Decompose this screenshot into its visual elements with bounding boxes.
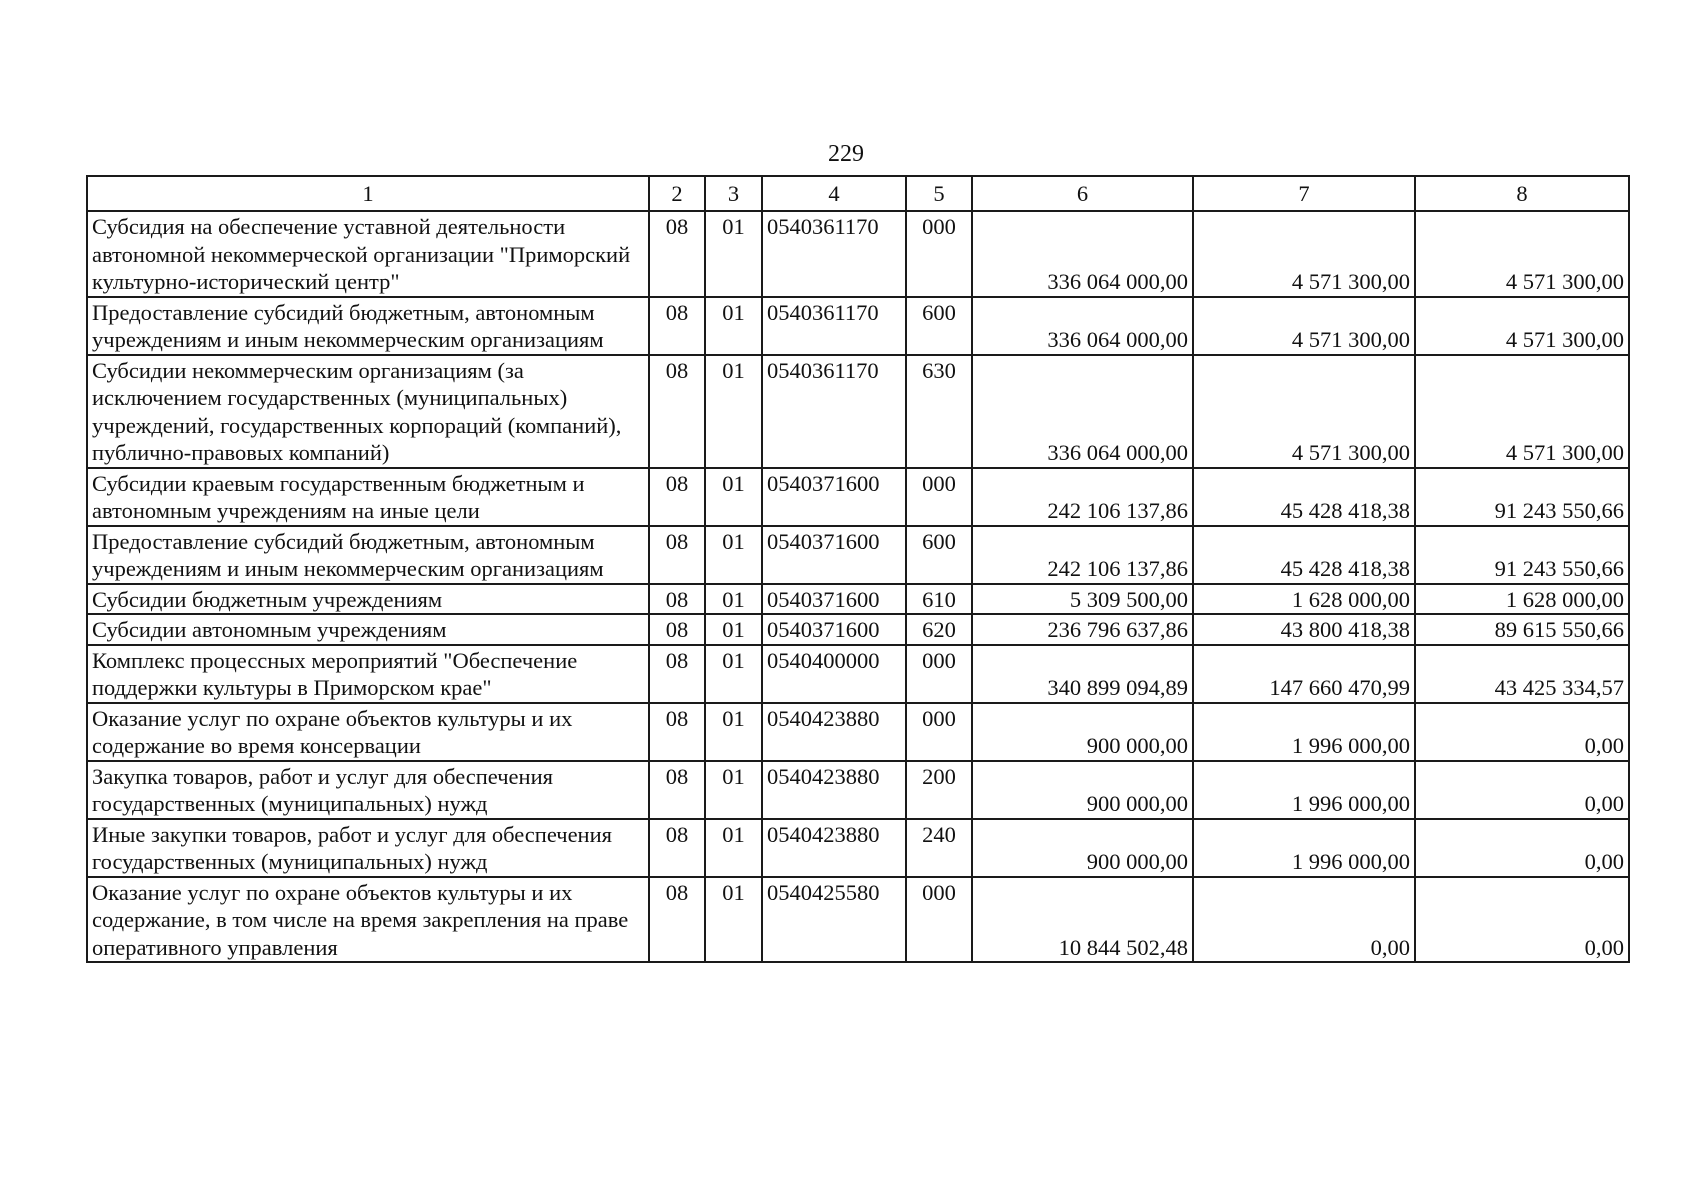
section-code-cell: 08 — [649, 703, 705, 761]
subsection-code-cell: 01 — [705, 645, 762, 703]
amount-col7-cell: 45 428 418,38 — [1193, 468, 1415, 526]
amount-col7-cell: 1 996 000,00 — [1193, 819, 1415, 877]
amount-col7-cell: 1 628 000,00 — [1193, 584, 1415, 615]
section-code-cell: 08 — [649, 297, 705, 355]
subsection-code-cell: 01 — [705, 526, 762, 584]
expense-type-cell: 610 — [906, 584, 972, 615]
row-name-cell: Иные закупки товаров, работ и услуг для обеспечения государственных (муниципальных) нужд — [87, 819, 649, 877]
page-number: 229 — [828, 141, 864, 167]
section-code-cell: 08 — [649, 584, 705, 615]
row-name-cell: Оказание услуг по охране объектов культуры и их содержание во время консервации — [87, 703, 649, 761]
row-name-cell: Закупка товаров, работ и услуг для обеспечения государственных (муниципальных) нужд — [87, 761, 649, 819]
amount-col8-cell: 4 571 300,00 — [1415, 297, 1629, 355]
column-header: 5 — [906, 176, 972, 211]
target-article-cell: 0540423880 — [762, 761, 906, 819]
expense-type-cell: 000 — [906, 877, 972, 963]
section-code-cell: 08 — [649, 211, 705, 297]
table-row — [87, 526, 1629, 584]
subsection-code-cell: 01 — [705, 703, 762, 761]
target-article-cell: 0540371600 — [762, 614, 906, 645]
amount-col8-cell: 1 628 000,00 — [1415, 584, 1629, 615]
amount-col7-cell: 0,00 — [1193, 877, 1415, 963]
amount-col8-cell: 0,00 — [1415, 819, 1629, 877]
target-article-cell: 0540361170 — [762, 355, 906, 468]
row-name-cell: Предоставление субсидий бюджетным, автономным учреждениям и иным некоммерческим организациям — [87, 526, 649, 584]
section-code-cell: 08 — [649, 819, 705, 877]
amount-col7-cell: 45 428 418,38 — [1193, 526, 1415, 584]
amount-col8-cell: 91 243 550,66 — [1415, 526, 1629, 584]
section-code-cell: 08 — [649, 761, 705, 819]
expense-type-cell: 620 — [906, 614, 972, 645]
expense-type-cell: 200 — [906, 761, 972, 819]
amount-col6-cell: 336 064 000,00 — [972, 355, 1193, 468]
amount-col8-cell: 4 571 300,00 — [1415, 355, 1629, 468]
amount-col7-cell: 1 996 000,00 — [1193, 703, 1415, 761]
table-row — [87, 819, 1629, 877]
subsection-code-cell: 01 — [705, 355, 762, 468]
expense-type-cell: 600 — [906, 526, 972, 584]
amount-col6-cell: 10 844 502,48 — [972, 877, 1193, 963]
table-row — [87, 614, 1629, 645]
amount-col6-cell: 236 796 637,86 — [972, 614, 1193, 645]
row-name-cell: Субсидия на обеспечение уставной деятельности автономной некоммерческой организации "Приморский культурно-исторический центр" — [87, 211, 649, 297]
subsection-code-cell: 01 — [705, 761, 762, 819]
amount-col6-cell: 336 064 000,00 — [972, 297, 1193, 355]
amount-col6-cell: 242 106 137,86 — [972, 526, 1193, 584]
table-row — [87, 211, 1629, 297]
column-header: 6 — [972, 176, 1193, 211]
table-row — [87, 355, 1629, 468]
amount-col8-cell: 91 243 550,66 — [1415, 468, 1629, 526]
table-row — [87, 297, 1629, 355]
expense-type-cell: 600 — [906, 297, 972, 355]
subsection-code-cell: 01 — [705, 614, 762, 645]
section-code-cell: 08 — [649, 614, 705, 645]
row-name-cell: Субсидии некоммерческим организациям (за исключением государственных (муниципальных) учреждений, государственных корпораций (компаний), публично-правовых компаний) — [87, 355, 649, 468]
table-row — [87, 877, 1629, 963]
section-code-cell: 08 — [649, 355, 705, 468]
expense-type-cell: 000 — [906, 703, 972, 761]
subsection-code-cell: 01 — [705, 211, 762, 297]
amount-col8-cell: 0,00 — [1415, 703, 1629, 761]
target-article-cell: 0540400000 — [762, 645, 906, 703]
amount-col8-cell: 0,00 — [1415, 761, 1629, 819]
section-code-cell: 08 — [649, 877, 705, 963]
column-header: 3 — [705, 176, 762, 211]
table-row — [87, 645, 1629, 703]
amount-col7-cell: 4 571 300,00 — [1193, 297, 1415, 355]
subsection-code-cell: 01 — [705, 468, 762, 526]
column-header: 1 — [87, 176, 649, 211]
subsection-code-cell: 01 — [705, 584, 762, 615]
amount-col8-cell: 4 571 300,00 — [1415, 211, 1629, 297]
subsection-code-cell: 01 — [705, 877, 762, 963]
column-number-row — [87, 176, 1629, 211]
amount-col8-cell: 89 615 550,66 — [1415, 614, 1629, 645]
section-code-cell: 08 — [649, 645, 705, 703]
row-name-cell: Предоставление субсидий бюджетным, автономным учреждениям и иным некоммерческим организациям — [87, 297, 649, 355]
amount-col8-cell: 43 425 334,57 — [1415, 645, 1629, 703]
target-article-cell: 0540371600 — [762, 526, 906, 584]
row-name-cell: Субсидии бюджетным учреждениям — [87, 584, 649, 615]
target-article-cell: 0540361170 — [762, 211, 906, 297]
expense-type-cell: 630 — [906, 355, 972, 468]
row-name-cell: Субсидии автономным учреждениям — [87, 614, 649, 645]
table-row — [87, 584, 1629, 615]
subsection-code-cell: 01 — [705, 819, 762, 877]
amount-col7-cell: 147 660 470,99 — [1193, 645, 1415, 703]
amount-col7-cell: 4 571 300,00 — [1193, 355, 1415, 468]
budget-table — [86, 175, 1630, 963]
expense-type-cell: 000 — [906, 468, 972, 526]
target-article-cell: 0540361170 — [762, 297, 906, 355]
amount-col6-cell: 336 064 000,00 — [972, 211, 1193, 297]
amount-col6-cell: 5 309 500,00 — [972, 584, 1193, 615]
row-name-cell: Оказание услуг по охране объектов культуры и их содержание, в том числе на время закрепления на праве оперативного управления — [87, 877, 649, 963]
amount-col7-cell: 1 996 000,00 — [1193, 761, 1415, 819]
row-name-cell: Комплекс процессных мероприятий "Обеспечение поддержки культуры в Приморском крае" — [87, 645, 649, 703]
table-row — [87, 761, 1629, 819]
target-article-cell: 0540371600 — [762, 468, 906, 526]
column-header: 2 — [649, 176, 705, 211]
column-header: 4 — [762, 176, 906, 211]
row-name-cell: Субсидии краевым государственным бюджетным и автономным учреждениям на иные цели — [87, 468, 649, 526]
expense-type-cell: 000 — [906, 211, 972, 297]
section-code-cell: 08 — [649, 468, 705, 526]
column-header: 7 — [1193, 176, 1415, 211]
table-row — [87, 703, 1629, 761]
expense-type-cell: 000 — [906, 645, 972, 703]
column-header: 8 — [1415, 176, 1629, 211]
amount-col7-cell: 4 571 300,00 — [1193, 211, 1415, 297]
expense-type-cell: 240 — [906, 819, 972, 877]
amount-col7-cell: 43 800 418,38 — [1193, 614, 1415, 645]
section-code-cell: 08 — [649, 526, 705, 584]
amount-col6-cell: 900 000,00 — [972, 703, 1193, 761]
table-row — [87, 468, 1629, 526]
amount-col6-cell: 340 899 094,89 — [972, 645, 1193, 703]
target-article-cell: 0540425580 — [762, 877, 906, 963]
target-article-cell: 0540423880 — [762, 819, 906, 877]
subsection-code-cell: 01 — [705, 297, 762, 355]
target-article-cell: 0540371600 — [762, 584, 906, 615]
target-article-cell: 0540423880 — [762, 703, 906, 761]
amount-col6-cell: 242 106 137,86 — [972, 468, 1193, 526]
amount-col6-cell: 900 000,00 — [972, 761, 1193, 819]
amount-col8-cell: 0,00 — [1415, 877, 1629, 963]
amount-col6-cell: 900 000,00 — [972, 819, 1193, 877]
